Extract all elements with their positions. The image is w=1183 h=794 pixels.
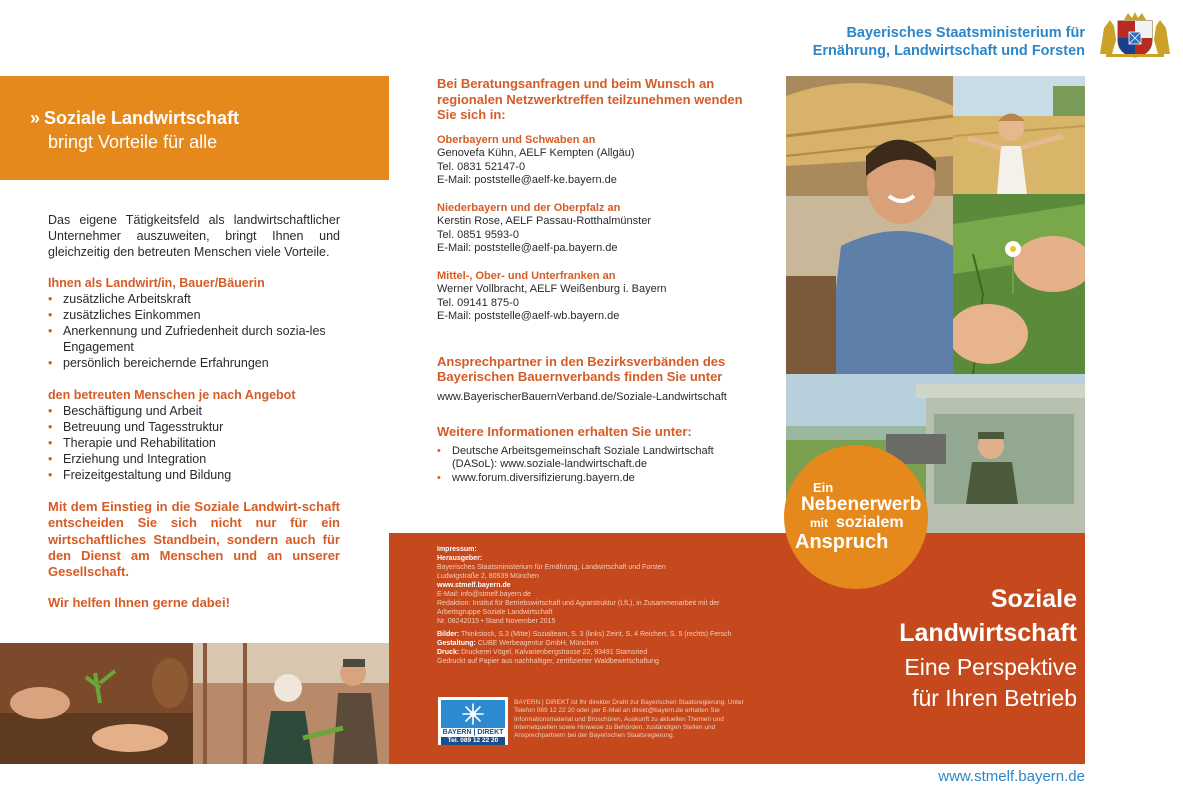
impressum-text bbox=[437, 545, 749, 666]
contact-column bbox=[437, 76, 747, 485]
region-person: Werner Vollbracht, AELF Weißenburg i. Bayern bbox=[437, 283, 667, 295]
gardening-hands-photo bbox=[0, 643, 193, 764]
help-line: Wir helfen Ihnen gerne dabei! bbox=[48, 595, 230, 611]
cover-subtitle bbox=[904, 652, 1077, 714]
panel-title bbox=[30, 108, 239, 129]
farmer-heading: Ihnen als Landwirt/in, Bauer/Bäuerin bbox=[48, 276, 265, 290]
cover-title-line-1: Soziale bbox=[990, 585, 1077, 613]
greenhouse-seniors-photo bbox=[193, 643, 389, 764]
region-block bbox=[437, 202, 747, 256]
issue-number: Nr. 08242015 • Stand November 2015 bbox=[437, 618, 556, 625]
design-credit: CUBE Werbeagentur GmbH, München bbox=[477, 640, 599, 647]
region-email[interactable]: E-Mail: poststelle@aelf-ke.bayern.de bbox=[437, 174, 617, 186]
bayern-direkt-text: BAYERN | DIREKT ist Ihr direkter Draht zur Bayerischen Staatsregierung. Unter Telefon 089 12 22 20 oder per E-Mail an direkt@bayern.de erhalten Sie Informationsmaterial und Broschüren, Auskunft zu aktuellen Themen und Internetquellen sowie Hinweise zu Behörden, zuständigen Stellen und Ansprechpartnern bei der Bayerischen Staatsregierung. bbox=[514, 699, 744, 740]
region-phone: Tel. 0831 52147-0 bbox=[437, 160, 526, 173]
closing-paragraph: Mit dem Einstieg in die Soziale Landwirt-schaft entscheiden Sie sich nicht nur für ein wirtschaftliches Standbein, sondern auch für den Dienst am Menschen und an unserer Gesellschaft. bbox=[48, 499, 340, 580]
partner-heading: Ansprechpartner in den Bezirksverbänden des Bayerischen Bauernverbands finden Sie unter bbox=[437, 353, 726, 384]
ministry-name bbox=[813, 24, 1085, 60]
website-link[interactable]: www.stmelf.bayern.de bbox=[938, 768, 1085, 785]
publisher-label: Herausgeber: bbox=[437, 555, 483, 562]
list-item: • Freizeitgestaltung und Bildung bbox=[48, 467, 340, 483]
list-item: • Beschäftigung und Arbeit bbox=[48, 403, 340, 419]
slogan-line-2: Nebenerwerb bbox=[801, 494, 922, 515]
cover-subtitle-line-2: für Ihren Betrieb bbox=[912, 685, 1077, 711]
young-farmer-hay-photo bbox=[786, 76, 953, 374]
bayern-direkt-phone: Tel. 089 12 22 20 bbox=[441, 737, 505, 745]
publisher: Bayerisches Staatsministerium für Ernährung, Landwirtschaft und Forsten bbox=[437, 564, 666, 571]
bayern-direkt-star-panel bbox=[441, 700, 505, 728]
hands-with-flower-photo bbox=[953, 194, 1085, 374]
slogan-line-1: Ein bbox=[813, 480, 834, 495]
region-email[interactable]: E-Mail: poststelle@aelf-wb.bayern.de bbox=[437, 310, 620, 322]
list-item: • Betreuung und Tagesstruktur bbox=[48, 419, 340, 435]
ministry-line-1: Bayerisches Staatsministerium für bbox=[846, 25, 1085, 41]
region-person: Genovefa Kühn, AELF Kempten (Allgäu) bbox=[437, 147, 635, 159]
bayern-direkt-name: BAYERN | DIREKT bbox=[442, 729, 504, 736]
people-heading: den betreuten Menschen je nach Angebot bbox=[48, 388, 296, 402]
list-item: • zusätzliches Einkommen bbox=[48, 307, 340, 323]
cover-title-line-2: Landwirtschaft bbox=[899, 619, 1077, 647]
region-phone: Tel. 0851 9593-0 bbox=[437, 228, 519, 241]
ministry-line-2: Ernährung, Landwirtschaft und Forsten bbox=[812, 43, 1085, 59]
impressum-email[interactable]: E-Mail: info@stmelf.bayern.de bbox=[437, 591, 531, 598]
address: Ludwigstraße 2, 80539 München bbox=[437, 573, 539, 580]
more-info-heading: Weitere Informationen erhalten Sie unter: bbox=[437, 424, 692, 439]
list-item: • persönlich bereichernde Erfahrungen bbox=[48, 355, 340, 371]
slogan-line-3a: mit bbox=[810, 516, 828, 530]
panel-title-text: Soziale Landwirtschaft bbox=[44, 108, 240, 128]
region-phone: Tel. 09141 875-0 bbox=[437, 296, 519, 309]
benefits-text bbox=[48, 212, 340, 612]
images-label: Bilder: bbox=[437, 631, 460, 638]
region-name: Mittel-, Ober- und Unterfranken an bbox=[437, 269, 616, 282]
list-item[interactable]: • www.forum.diversifizierung.bayern.de bbox=[437, 472, 747, 486]
contact-heading: Bei Beratungsanfragen und beim Wunsch an regionalen Netzwerktreffen teilzunehmen wenden Sie sich in: bbox=[437, 76, 743, 122]
image-credits: Thinkstock, S.3 (Mitte) Sozialteam, S. 3 (links) Zeint, S. 4 Reichert, S. 5 (rechts) Fersch bbox=[461, 631, 732, 638]
impressum-title: Impressum: bbox=[437, 546, 477, 553]
region-name: Niederbayern und der Oberpfalz an bbox=[437, 201, 621, 214]
list-item: • zusätzliche Arbeitskraft bbox=[48, 291, 340, 307]
more-info-list bbox=[437, 445, 747, 486]
panel-subtitle: bringt Vorteile für alle bbox=[48, 132, 218, 152]
farmer-benefits-list bbox=[48, 291, 340, 371]
region-email[interactable]: E-Mail: poststelle@aelf-pa.bayern.de bbox=[437, 242, 618, 254]
design-label: Gestaltung: bbox=[437, 640, 476, 647]
print-label: Druck: bbox=[437, 649, 460, 656]
paper-note: Gedruckt auf Papier aus nachhaltiger, zertifizierter Waldbewirtschaftung bbox=[437, 658, 659, 665]
bayern-direkt-logo bbox=[438, 697, 508, 745]
region-block bbox=[437, 134, 747, 188]
region-name: Oberbayern und Schwaben an bbox=[437, 133, 596, 146]
star-burst-icon bbox=[441, 700, 505, 728]
list-item: • Anerkennung und Zufriedenheit durch sozia-les Engagement bbox=[48, 323, 340, 355]
website-small[interactable]: www.stmelf.bayern.de bbox=[437, 582, 511, 589]
print-credit: Druckerei Vögel, Kalvarienbergstrasse 22, 93491 Stamsried bbox=[461, 649, 648, 656]
list-item: • Therapie und Rehabilitation bbox=[48, 435, 340, 451]
editorial: Redaktion: Institut für Betriebswirtschaft und Agrarstruktur (LfL), in Zusammenarbeit mit der Arbeitsgruppe Soziale Landwirtschaft bbox=[437, 600, 720, 616]
intro-paragraph: Das eigene Tätigkeitsfeld als landwirtschaftlicher Unternehmer auszuweiten, bringt Ihnen und gleichzeitig den betreuten Menschen viele Vorteile. bbox=[48, 213, 340, 259]
double-chevron-icon: » bbox=[30, 108, 41, 128]
slogan-line-4: Anspruch bbox=[795, 531, 889, 553]
cover-subtitle-line-1: Eine Perspektive bbox=[904, 654, 1077, 680]
cover-title bbox=[899, 582, 1077, 650]
list-item: • Erziehung und Integration bbox=[48, 451, 340, 467]
slogan-line-3b: sozialem bbox=[836, 514, 904, 531]
child-in-field-photo bbox=[953, 76, 1085, 194]
list-item[interactable]: • Deutsche Arbeitsgemeinschaft Soziale Landwirtschaft (DASoL): www.soziale-landwirtschaft.de bbox=[437, 445, 747, 472]
partner-link[interactable]: www.BayerischerBauernVerband.de/Soziale-Landwirtschaft bbox=[437, 390, 727, 403]
region-block bbox=[437, 270, 747, 324]
people-benefits-list bbox=[48, 403, 340, 483]
region-person: Kerstin Rose, AELF Passau-Rotthalmünster bbox=[437, 215, 651, 227]
bavarian-coat-of-arms-icon bbox=[1096, 10, 1174, 58]
